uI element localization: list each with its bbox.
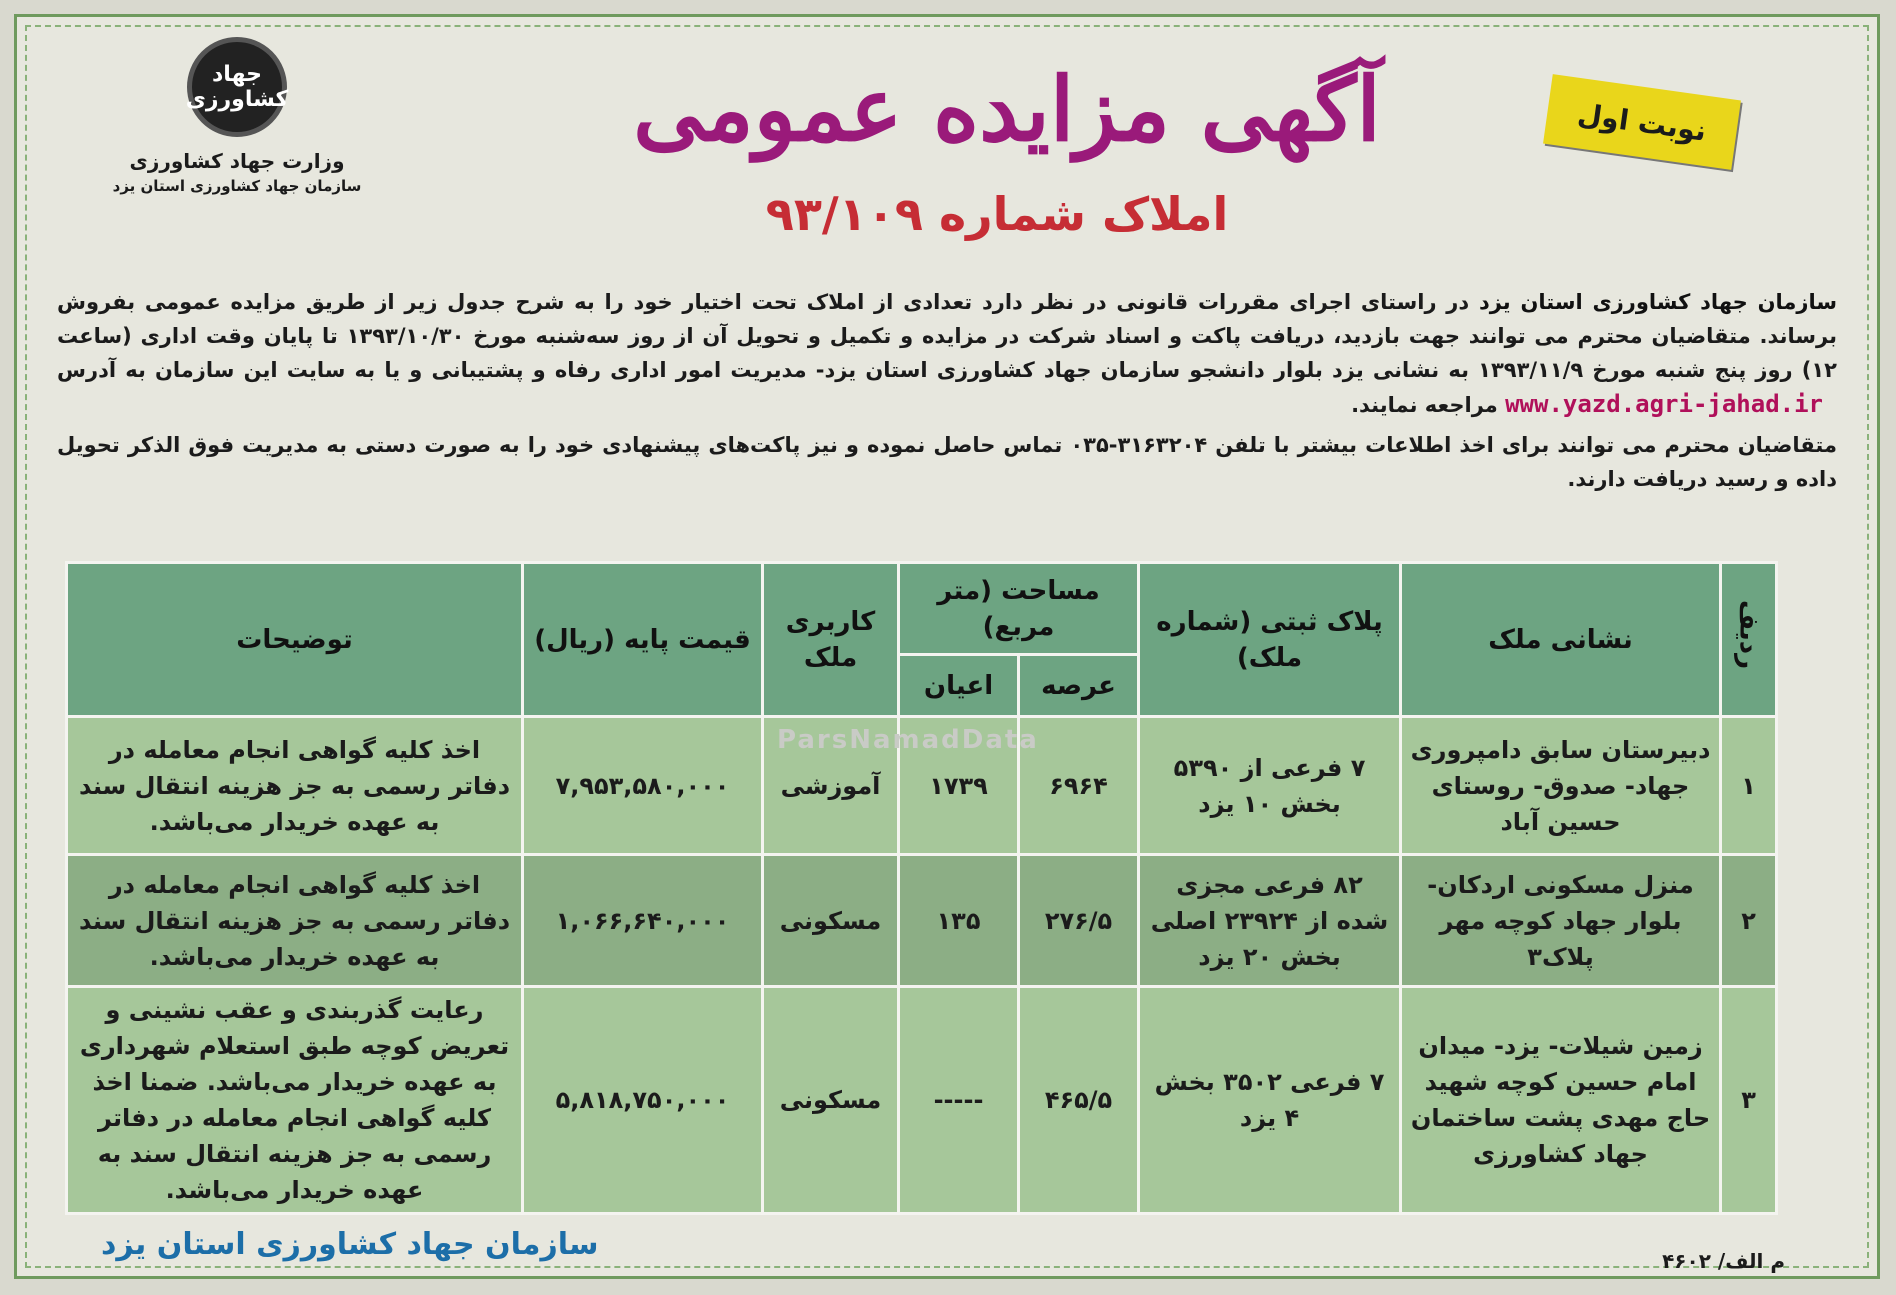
cell-area-building: -----	[899, 987, 1019, 1214]
intro-org: سازمان جهاد کشاورزی استان یزد	[1478, 290, 1838, 314]
table-row	[67, 855, 1777, 987]
header-price: قیمت پایه (ریال)	[523, 563, 763, 717]
table-row	[67, 987, 1777, 1214]
cell-plaque: ۸۲ فرعی مجزی شده از ۲۳۹۲۴ اصلی بخش ۲۰ یزد	[1139, 855, 1401, 987]
cell-area-land: ۶۹۶۴	[1019, 717, 1139, 855]
cell-usage: مسکونی	[763, 987, 899, 1214]
watermark: ParsNamadData	[777, 725, 1039, 755]
header-row-number: ردیف	[1721, 563, 1777, 717]
intro-paragraph-1: در راستای اجرای مقررات قانونی در نظر دارد تعدادی از املاک تحت اختیار خود را به شرح جدول زیر از طریق مزایده عمومی بفروش برساند. متقاضیان محترم می توانند جهت بازدید، دریافت پاکت و اسناد شرکت در مزایده و تکمیل و تحویل آن از روز سه‌شنبه مورخ ۱۳۹۳/۱۰/۳۰ تا پایان وقت اداری (ساعت ۱۲) روز پنج شنبه مورخ ۱۳۹۳/۱۱/۹ به نشانی یزد بلوار دانشجو سازمان جهاد کشاورزی استان یزد- مدیریت امور اداری رفاه و پشتیبانی و یا به سایت این سازمان به آدرس	[57, 290, 1838, 382]
cell-price: ۵,۸۱۸,۷۵۰,۰۰۰	[523, 987, 763, 1214]
header-usage: کاربری ملک	[763, 563, 899, 717]
cell-plaque: ۷ فرعی ۳۵۰۲ بخش ۴ یزد	[1139, 987, 1401, 1214]
cell-area-land: ۲۷۶/۵	[1019, 855, 1139, 987]
header-area-land: عرصه	[1019, 655, 1139, 717]
footer-code: م الف/ ۴۶۰۲	[1662, 1249, 1785, 1273]
footer-org: سازمان جهاد کشاورزی استان یزد	[101, 1227, 599, 1262]
notice-page	[14, 14, 1880, 1279]
ministry-subtitle: سازمان جهاد کشاورزی استان یزد	[112, 177, 362, 195]
cell-notes: اخذ کلیه گواهی انجام معامله در دفاتر رسمی به جز هزینه انتقال سند به عهده خریدار می‌باشد.	[67, 717, 523, 855]
cell-row-number: ۲	[1721, 855, 1777, 987]
page-subtitle: املاک شماره ۹۳/۱۰۹	[765, 187, 1229, 241]
intro-text	[57, 285, 1837, 502]
website-link[interactable]: www.yazd.agri-jahad.ir	[1505, 390, 1823, 418]
cell-notes: رعایت گذربندی و عقب نشینی و تعریض کوچه طبق استعلام شهرداری به عهده خریدار می‌باشد. ضمنا اخذ کلیه گواهی انجام معامله در دفاتر رسمی به جز هزینه انتقال سند به عهده خریدار می‌باشد.	[67, 987, 523, 1214]
cell-usage: مسکونی	[763, 855, 899, 987]
ministry-logo	[87, 37, 387, 227]
header-address: نشانی ملک	[1401, 563, 1721, 717]
cell-area-building: ۱۳۵	[899, 855, 1019, 987]
intro-paragraph-1-end: مراجعه نمایند.	[1351, 393, 1498, 417]
page-title: آگهی مزایده عمومی	[633, 57, 1381, 161]
jahad-seal-icon: جهاد کشاورزی	[187, 37, 287, 137]
cell-address: منزل مسکونی اردکان- بلوار جهاد کوچه مهر پلاک۳	[1401, 855, 1721, 987]
ministry-name: وزارت جهاد کشاورزی	[129, 149, 345, 173]
cell-notes: اخذ کلیه گواهی انجام معامله در دفاتر رسمی به جز هزینه انتقال سند به عهده خریدار می‌باشد.	[67, 855, 523, 987]
cell-row-number: ۱	[1721, 717, 1777, 855]
cell-area-land: ۴۶۵/۵	[1019, 987, 1139, 1214]
header-notes: توضیحات	[67, 563, 523, 717]
cell-address: زمین شیلات- یزد- میدان امام حسین کوچه شهید حاج مهدی پشت ساختمان جهاد کشاورزی	[1401, 987, 1721, 1214]
cell-price: ۷,۹۵۳,۵۸۰,۰۰۰	[523, 717, 763, 855]
cell-price: ۱,۰۶۶,۶۴۰,۰۰۰	[523, 855, 763, 987]
cell-usage: آموزشی	[763, 717, 899, 855]
cell-plaque: ۷ فرعی از ۵۳۹۰ بخش ۱۰ یزد	[1139, 717, 1401, 855]
first-round-stamp: نوبت اول	[1543, 74, 1741, 170]
header-area-building: اعیان	[899, 655, 1019, 717]
cell-address: دبیرستان سابق دامپروری جهاد- صدوق- روستای حسین آباد	[1401, 717, 1721, 855]
properties-table	[65, 561, 1778, 1215]
header-plaque: پلاک ثبتی (شماره ملک)	[1139, 563, 1401, 717]
cell-row-number: ۳	[1721, 987, 1777, 1214]
cell-area-building: ۱۷۳۹	[899, 717, 1019, 855]
intro-paragraph-2: متقاضیان محترم می توانند برای اخذ اطلاعات بیشتر با تلفن ۳۱۶۳۲۰۴-۰۳۵ تماس حاصل نموده و نیز پاکت‌های پیشنهادی خود را به صورت دستی به مدیریت فوق الذکر تحویل داده و رسید دریافت دارند.	[57, 433, 1837, 491]
header-area: مساحت (متر مربع)	[899, 563, 1139, 655]
